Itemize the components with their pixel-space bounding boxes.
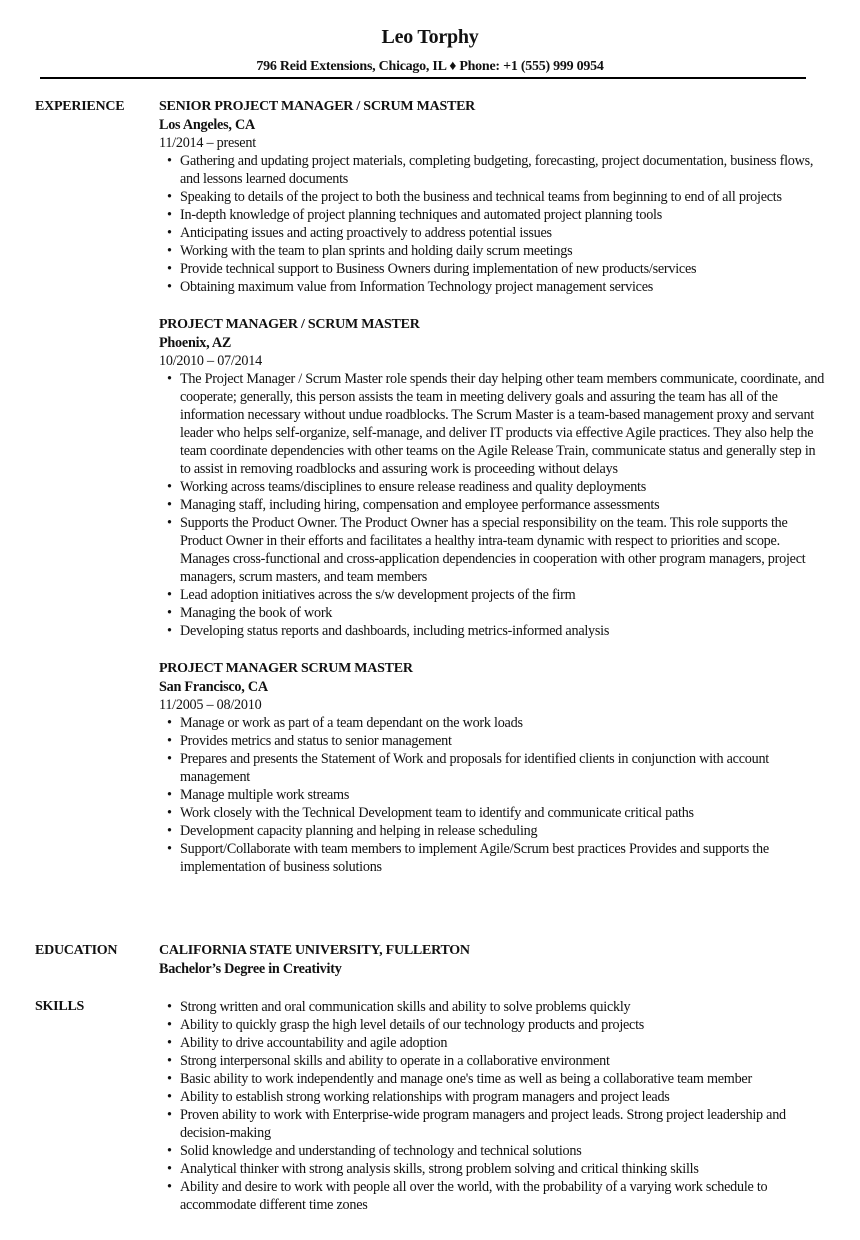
address: 796 Reid Extensions, Chicago, IL <box>256 59 446 74</box>
job-dates: 10/2010 – 07/2014 <box>159 353 262 369</box>
job-entry <box>159 316 825 640</box>
job-entry <box>159 98 825 296</box>
job-location: Phoenix, AZ <box>159 335 232 351</box>
job-title: PROJECT MANAGER SCRUM MASTER <box>159 661 413 676</box>
header-divider <box>40 77 806 79</box>
job-bullet: • Anticipating issues and acting proactively to address potential issues <box>180 224 825 242</box>
skill-item: • Solid knowledge and understanding of technology and technical solutions <box>180 1142 825 1160</box>
job-bullet: • Developing status reports and dashboards, including metrics-informed analysis <box>180 622 825 640</box>
job-bullet: • Managing staff, including hiring, compensation and employee performance assessments <box>180 496 825 514</box>
job-bullet: • Manage multiple work streams <box>180 786 825 804</box>
job-bullet: • Prepares and presents the Statement of Work and proposals for identified clients in conjunction with account management <box>180 750 825 786</box>
job-bullet: • Work closely with the Technical Development team to identify and communicate critical paths <box>180 804 825 822</box>
section-label: EDUCATION <box>35 943 118 958</box>
skill-item: • Ability and desire to work with people all over the world, with the probability of a varying work schedule to accommodate different time zones <box>180 1178 825 1214</box>
job-bullet: • Gathering and updating project materials, completing budgeting, forecasting, project documentation, business flows, and lessons learned documents <box>180 152 825 188</box>
job-bullet: • Lead adoption initiatives across the s/w development projects of the firm <box>180 586 825 604</box>
job-title: SENIOR PROJECT MANAGER / SCRUM MASTER <box>159 99 476 114</box>
job-title: PROJECT MANAGER / SCRUM MASTER <box>159 317 420 332</box>
job-bullet: • Provide technical support to Business Owners during implementation of new products/services <box>180 260 825 278</box>
skill-item: • Ability to quickly grasp the high level details of our technology products and projects <box>180 1016 825 1034</box>
experience-section <box>35 98 825 896</box>
job-bullet: • The Project Manager / Scrum Master role spends their day helping other team members communicate, coordinate, and cooperate; generally, this person assists the team in meeting delivery goals and assuring the team has all of the information necessary without undue roadblocks. The Scrum Master is a team-based management proxy and servant leader who helps self-organize, self-manage, and deliver IT products via effective Agile practices. They also help the team coordinate dependencies with other teams on the Agile Release Train, communicate status and generally step in to assist in removing roadblocks and assuring work is proceeding without delays <box>180 370 825 478</box>
skill-item: • Strong written and oral communication skills and ability to solve problems quickly <box>180 998 825 1016</box>
skills-section <box>35 998 825 1214</box>
job-bullet: • Development capacity planning and helping in release scheduling <box>180 822 825 840</box>
diamond-separator-icon: ♦ <box>449 59 457 74</box>
skill-item: • Proven ability to work with Enterprise-wide program managers and project leads. Strong project leadership and decision-making <box>180 1106 825 1142</box>
job-dates: 11/2014 – present <box>159 135 256 151</box>
job-bullet: • Speaking to details of the project to both the business and technical teams from beginning to end of all projects <box>180 188 825 206</box>
job-bullet: • Manage or work as part of a team dependant on the work loads <box>180 714 825 732</box>
job-location: Los Angeles, CA <box>159 117 255 133</box>
job-bullet: • Working with the team to plan sprints and holding daily scrum meetings <box>180 242 825 260</box>
job-bullet: • Supports the Product Owner. The Product Owner has a special responsibility on the team. This role supports the Product Owner in their efforts and facilitates a healthy intra-team dynamic with respect to priorities and scope. Manages cross-functional and cross-application dependencies in cooperation with other program managers, project managers, scrum masters, and team members <box>180 514 825 586</box>
skill-item: • Basic ability to work independently and manage one's time as well as being a collaborative team member <box>180 1070 825 1088</box>
section-label: SKILLS <box>35 999 85 1014</box>
job-bullet: • In-depth knowledge of project planning techniques and automated project planning tools <box>180 206 825 224</box>
contact-line <box>0 58 860 76</box>
skill-item: • Strong interpersonal skills and ability to operate in a collaborative environment <box>180 1052 825 1070</box>
job-entry <box>159 660 825 876</box>
job-bullet: • Working across teams/disciplines to ensure release readiness and quality deployments <box>180 478 825 496</box>
skill-item: • Ability to drive accountability and agile adoption <box>180 1034 825 1052</box>
section-label: EXPERIENCE <box>35 99 125 114</box>
job-bullet: • Obtaining maximum value from Information Technology project management services <box>180 278 825 296</box>
job-bullet: • Support/Collaborate with team members to implement Agile/Scrum best practices Provides and supports the implementation of business solutions <box>180 840 825 876</box>
job-dates: 11/2005 – 08/2010 <box>159 697 262 713</box>
skill-item: • Analytical thinker with strong analysis skills, strong problem solving and critical thinking skills <box>180 1160 825 1178</box>
job-bullet: • Provides metrics and status to senior management <box>180 732 825 750</box>
job-bullet: • Managing the book of work <box>180 604 825 622</box>
education-section <box>35 942 825 978</box>
degree: Bachelor’s Degree in Creativity <box>159 961 342 977</box>
job-location: San Francisco, CA <box>159 679 268 695</box>
candidate-name: Leo Torphy <box>381 26 479 48</box>
skill-item: • Ability to establish strong working relationships with program managers and project leads <box>180 1088 825 1106</box>
phone: Phone: +1 (555) 999 0954 <box>459 59 604 74</box>
school-name: CALIFORNIA STATE UNIVERSITY, FULLERTON <box>159 943 470 958</box>
